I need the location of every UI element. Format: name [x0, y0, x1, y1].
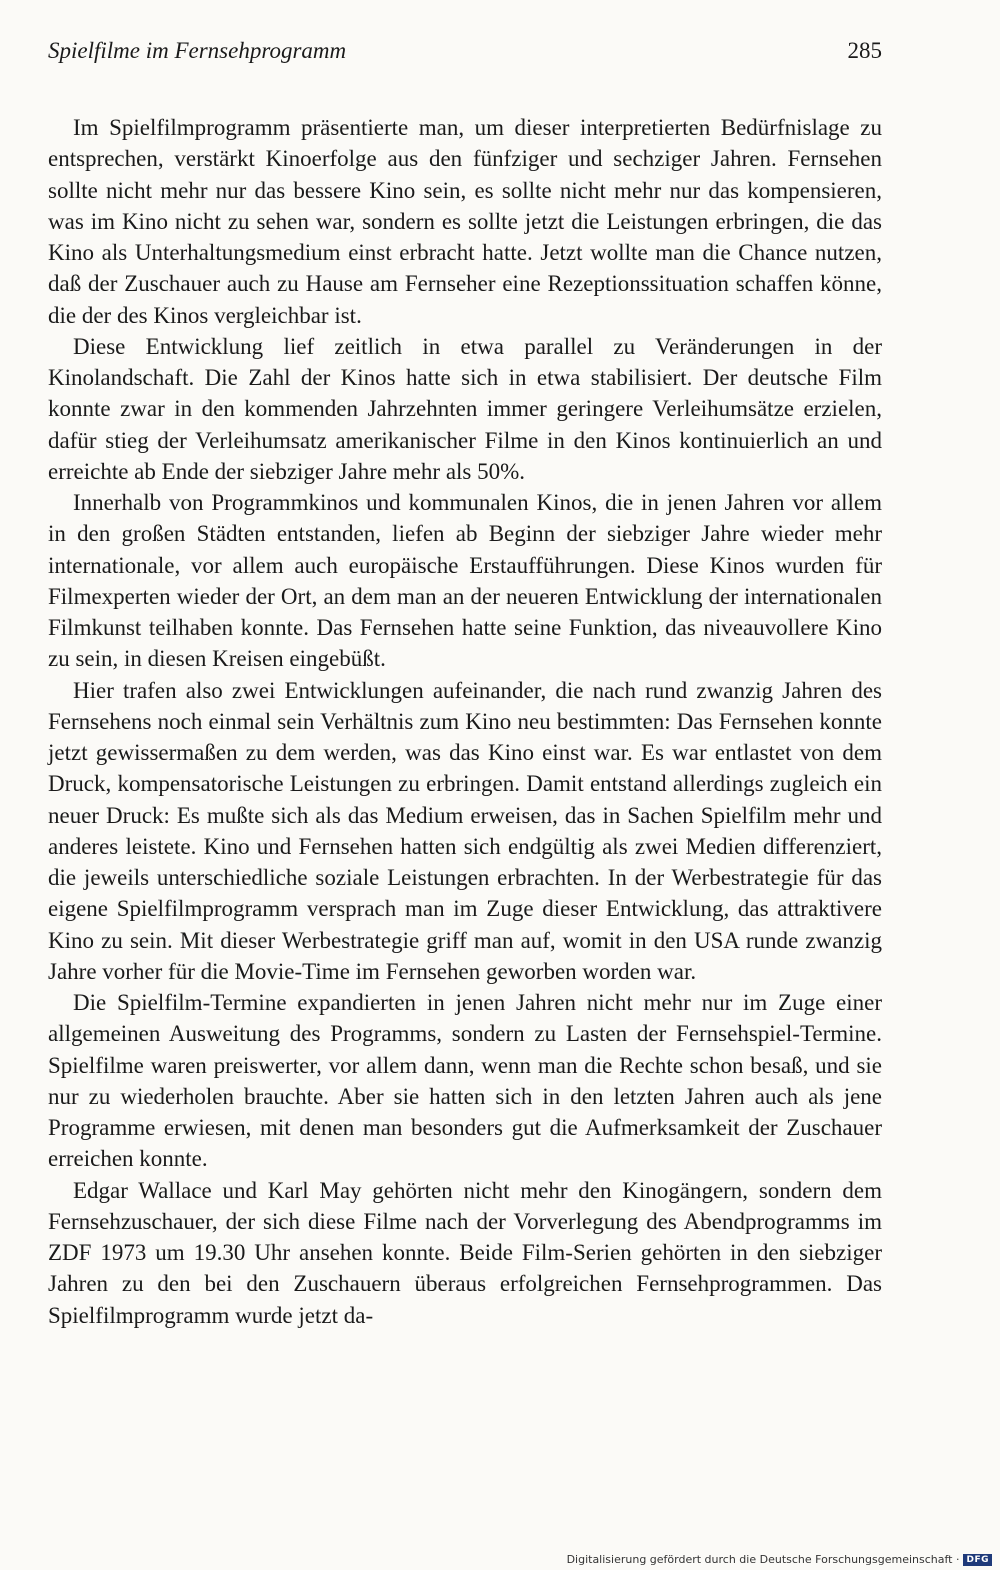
running-title: Spielfilme im Fernsehprogramm	[48, 38, 347, 63]
paragraph: Innerhalb von Programmkinos und kommunalen Kinos, die in jenen Jahren vor allem in den großen Städten entstanden, liefen ab Beginn der siebziger Jahre wieder mehr internationale, vor allem auch europäische Erstaufführungen. Diese Kinos wurden für Filmexperten wieder der Ort, an dem man an der neueren Entwicklung der internationalen Filmkunst teilhaben konnte. Das Fernsehen hatte seine Funktion, das niveauvollere Kino zu sein, in diesen Kreisen eingebüßt.	[48, 490, 882, 672]
body-text	[48, 112, 882, 1331]
page-number: 285	[847, 38, 882, 63]
digitization-credit	[567, 1553, 992, 1566]
credit-text: Digitalisierung gefördert durch die Deutsche Forschungsgemeinschaft ·	[566, 1553, 960, 1566]
paragraph: Diese Entwicklung lief zeitlich in etwa parallel zu Veränderungen in der Kinolandschaft. Die Zahl der Kinos hatte sich in etwa stabilisiert. Der deutsche Film konnte zwar in den kommenden Jahrzehnten immer geringere Verleihumsätze erzielen, dafür stieg der Verleihumsatz amerikanischer Filme in den Kinos kontinuierlich an und erreichte ab Ende der siebziger Jahre mehr als 50%.	[48, 333, 882, 484]
paragraph: Hier trafen also zwei Entwicklungen aufeinander, die nach rund zwanzig Jahren des Fernsehens noch einmal sein Verhältnis zum Kino neu bestimmten: Das Fernsehen konnte jetzt gewissermaßen zu dem werden, was das Kino einst war. Es war entlastet von dem Druck, kompensatorische Leistungen zu erbringen. Damit entstand allerdings zugleich ein neuer Druck: Es mußte sich als das Medium erweisen, das in Sachen Spielfilm mehr und anderes leistete. Kino und Fernsehen hatten sich endgültig als zwei Medien differenziert, die jeweils unterschiedliche soziale Leistungen erbrachten. In der Werbestrategie für das eigene Spielfilmprogramm versprach man im Zuge dieser Entwicklung, das attraktivere Kino zu sein. Mit dieser Werbestrategie griff man auf, womit in den USA runde zwanzig Jahre vorher für die Movie-Time im Fernsehen geworben worden war.	[48, 677, 882, 984]
paragraph: Im Spielfilmprogramm präsentierte man, um dieser interpretierten Bedürfnislage zu entsprechen, verstärkt Kinoerfolge aus den fünfziger und sechziger Jahren. Fernsehen sollte nicht mehr nur das bessere Kino sein, es sollte nicht mehr nur das kompensieren, was im Kino nicht zu sehen war, sondern es sollte jetzt die Leistungen erbringen, die das Kino als Unterhaltungsmedium einst erbracht hatte. Jetzt wollte man die Chance nutzen, daß der Zuschauer auch zu Hause am Fernseher eine Rezeptionssituation schaffen könne, die der des Kinos vergleichbar ist.	[48, 115, 882, 328]
page-header	[48, 38, 882, 64]
dfg-logo: DFG	[963, 1554, 992, 1566]
paragraph: Die Spielfilm-Termine expandierten in jenen Jahren nicht mehr nur im Zuge einer allgemeinen Ausweitung des Programms, sondern zu Lasten der Fernsehspiel-Termine. Spielfilme waren preiswerter, vor allem dann, wenn man die Rechte schon besaß, und sie nur zu wiederholen brauchte. Aber sie hatten sich in den letzten Jahren auch als jene Programme erwiesen, mit denen man besonders gut die Aufmerksamkeit der Zuschauer erreichen konnte.	[48, 990, 882, 1172]
paragraph: Edgar Wallace und Karl May gehörten nicht mehr den Kinogängern, sondern dem Fernsehzuschauer, der sich diese Filme nach der Vorverlegung des Abendprogramms im ZDF 1973 um 19.30 Uhr ansehen konnte. Beide Film-Serien gehörten in den siebziger Jahren zu den bei den Zuschauern überaus erfolgreichen Fernsehprogrammen. Das Spielfilmprogramm wurde jetzt da-	[48, 1177, 882, 1328]
